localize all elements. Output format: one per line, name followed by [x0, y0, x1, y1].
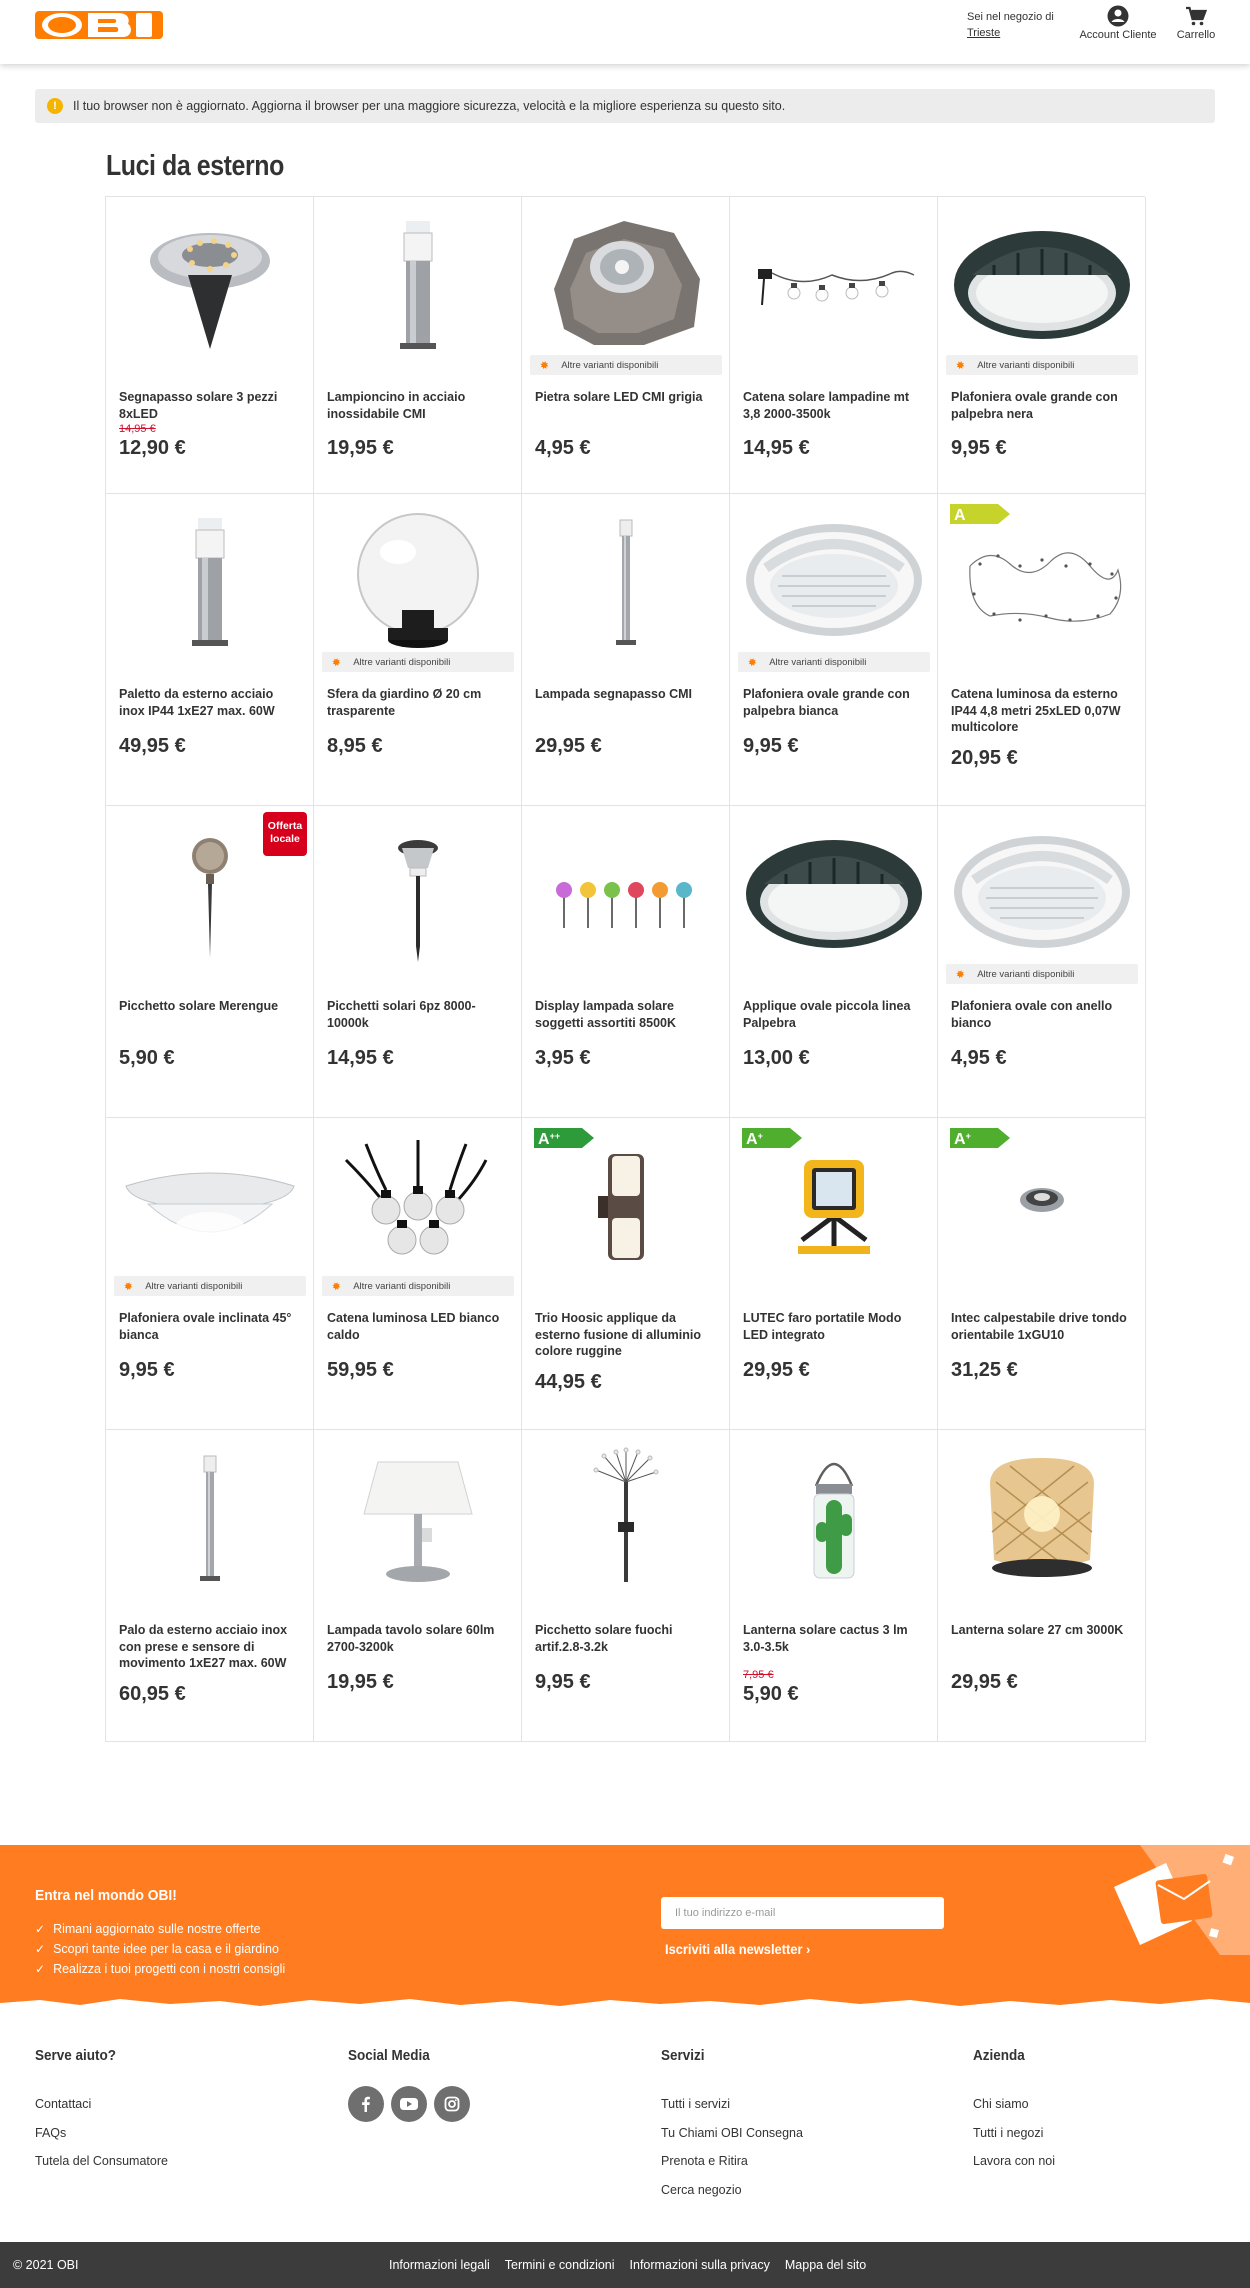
svg-text:A: A: [954, 507, 966, 524]
social-links: [348, 2086, 470, 2122]
product-name[interactable]: Pietra solare LED CMI grigia: [535, 390, 703, 404]
footer-help: [35, 2047, 168, 2176]
footer-link-lavora[interactable]: Lavora con noi: [973, 2154, 1056, 2168]
footer-social-title: Social Media: [348, 2047, 430, 2064]
rattan-lantern-icon: [950, 1442, 1134, 1592]
product-price: 14,95 €: [327, 1047, 394, 1069]
product-tile[interactable]: [106, 806, 314, 1118]
product-name[interactable]: Catena luminosa da esterno IP44 4,8 metri 25xLED 0,07W multicolore: [951, 687, 1121, 734]
product-tile[interactable]: [938, 197, 1146, 494]
old-price: 7,95 €: [743, 1669, 774, 1681]
variants-label: Altre varianti disponibili: [769, 656, 867, 668]
product-price: 9,95 €: [951, 437, 1007, 459]
cart-button[interactable]: [1174, 5, 1218, 41]
product-grid: [105, 196, 1145, 1742]
product-price: 44,95 €: [535, 1371, 602, 1393]
product-price: 14,95 €: [743, 437, 810, 459]
tag-icon: ✸: [537, 357, 552, 373]
product-name[interactable]: Lampioncino in acciaio inossidabile CMI: [327, 390, 466, 421]
footer-link-chi-siamo[interactable]: Chi siamo: [973, 2097, 1029, 2111]
product-image[interactable]: [118, 1130, 302, 1280]
warning-icon: !: [47, 98, 63, 114]
product-tile[interactable]: [938, 1430, 1146, 1742]
product-image[interactable]: [950, 1442, 1134, 1592]
youtube-icon[interactable]: [391, 2086, 427, 2122]
product-price: 3,95 €: [535, 1047, 591, 1069]
product-tile[interactable]: [730, 1430, 938, 1742]
product-name[interactable]: Catena luminosa LED bianco caldo: [327, 1311, 500, 1342]
product-price: 29,95 €: [743, 1359, 810, 1381]
energy-label-icon: [950, 1128, 1012, 1148]
product-tile[interactable]: [522, 1430, 730, 1742]
footer-link-faqs[interactable]: FAQs: [35, 2125, 67, 2140]
legal-bar: [0, 2242, 1250, 2288]
product-tile[interactable]: [522, 1118, 730, 1430]
product-image[interactable]: [326, 1442, 510, 1592]
product-image[interactable]: [742, 506, 926, 656]
product-tile[interactable]: [314, 494, 522, 806]
product-image[interactable]: [742, 1442, 926, 1592]
product-name[interactable]: Sfera da giardino Ø 20 cm trasparente: [327, 687, 482, 718]
footer-company-title: Azienda: [973, 2047, 1025, 2064]
product-name[interactable]: Plafoniera ovale grande con palpebra nera: [951, 390, 1118, 421]
torn-edge-divider: [0, 1995, 1250, 2015]
product-name[interactable]: Plafoniera ovale con anello bianco: [951, 999, 1113, 1030]
variants-label: Altre varianti disponibili: [353, 656, 451, 668]
tag-icon: ✸: [953, 966, 968, 982]
variants-badge: [738, 652, 930, 672]
variants-label: Altre varianti disponibili: [353, 1280, 451, 1292]
energy-label-icon: [742, 1128, 804, 1148]
footer-company: [973, 2047, 1055, 2176]
footer-link-tutela[interactable]: Tutela del Consumatore: [35, 2154, 168, 2168]
product-price: 29,95 €: [951, 1671, 1018, 1693]
variants-label: Altre varianti disponibili: [561, 359, 659, 371]
facebook-icon[interactable]: [348, 2086, 384, 2122]
product-price: 4,95 €: [951, 1047, 1007, 1069]
offer-label: locale: [270, 833, 300, 845]
notice-text: Il tuo browser non è aggiornato. Aggiorna il browser per una maggiore sicurezza, velocità e la migliore esperienza su questo sito.: [73, 99, 786, 113]
product-name[interactable]: Plafoniera ovale inclinata 45° bianca: [119, 1311, 292, 1342]
variants-label: Altre varianti disponibili: [977, 968, 1075, 980]
product-name[interactable]: Applique ovale piccola linea Palpebra: [743, 999, 911, 1030]
product-tile[interactable]: [314, 197, 522, 494]
benefit-item: ✓ Rimani aggiornato sulle nostre offerte: [35, 1919, 285, 1939]
fairy-lights-icon: [950, 506, 1134, 656]
product-tile[interactable]: [730, 197, 938, 494]
product-name[interactable]: Lanterna solare 27 cm 3000K: [951, 1623, 1124, 1637]
footer-social: [348, 2047, 470, 2122]
product-tile[interactable]: [522, 806, 730, 1118]
product-price: 13,00 €: [743, 1047, 810, 1069]
work-floodlight-icon: [742, 1130, 926, 1280]
garden-globe-icon: [326, 506, 510, 656]
cactus-lantern-icon: [742, 1442, 926, 1592]
variants-badge: [530, 355, 722, 375]
energy-label-icon: [950, 504, 1012, 524]
tag-icon: ✸: [329, 1278, 344, 1294]
product-price: 19,95 €: [327, 1671, 394, 1693]
product-name[interactable]: Intec calpestabile drive tondo orientabile 1xGU10: [951, 1311, 1127, 1342]
old-price: 14,95 €: [119, 423, 156, 435]
store-city-link[interactable]: Trieste: [967, 27, 1001, 39]
svg-text:A+: A+: [954, 1131, 971, 1148]
product-image[interactable]: [326, 506, 510, 656]
footer-link-cerca-negozio[interactable]: Cerca negozio: [661, 2182, 742, 2197]
variants-badge: [322, 652, 514, 672]
product-image[interactable]: [534, 1130, 718, 1280]
product-image[interactable]: [950, 818, 1134, 968]
legal-links: [389, 2258, 866, 2272]
tag-icon: ✸: [953, 357, 968, 373]
footer-services-title: Servizi: [661, 2047, 705, 2064]
variants-badge: [114, 1276, 306, 1296]
bollard-light-icon: [118, 506, 302, 656]
product-price: 20,95 €: [951, 747, 1018, 769]
footer-help-title: Serve aiuto?: [35, 2047, 117, 2064]
product-name[interactable]: Picchetto solare Merengue: [119, 999, 279, 1013]
solar-stake-icon: [326, 818, 510, 968]
product-image[interactable]: [118, 1442, 302, 1592]
product-image[interactable]: [742, 209, 926, 359]
newsletter-title: Entra nel mondo OBI!: [35, 1887, 177, 1904]
page-title: Luci da esterno: [106, 150, 284, 182]
product-tile[interactable]: [106, 197, 314, 494]
newsletter-section: [0, 1845, 1250, 2015]
product-image[interactable]: [118, 506, 302, 656]
local-offer-badge: [263, 812, 307, 856]
product-image[interactable]: [534, 209, 718, 359]
product-name[interactable]: Catena solare lampadine mt 3,8 2000-3500k: [743, 390, 910, 421]
bollard-light-icon: [326, 209, 510, 359]
site-header: [0, 0, 1250, 64]
recessed-spot-icon: [950, 1130, 1134, 1280]
store-selector[interactable]: [967, 9, 1054, 41]
tag-icon: ✸: [121, 1278, 136, 1294]
energy-label-icon: [534, 1128, 596, 1148]
product-price: 49,95 €: [119, 735, 186, 757]
oval-bulkhead-white-icon: [950, 818, 1134, 968]
instagram-icon[interactable]: [434, 2086, 470, 2122]
product-image[interactable]: [326, 818, 510, 968]
product-name[interactable]: Lanterna solare cactus 3 lm 3.0-3.5k: [743, 1623, 908, 1654]
ceiling-dome-icon: [118, 1130, 302, 1280]
product-name[interactable]: Lampada tavolo solare 60lm 2700-3200k: [327, 1623, 495, 1654]
newsletter-benefits: [35, 1919, 285, 1979]
product-price: 5,90 €: [743, 1683, 799, 1705]
solar-stone-icon: [534, 209, 718, 359]
product-tile[interactable]: [938, 1118, 1146, 1430]
string-lights-icon: [742, 209, 926, 359]
product-tile[interactable]: [938, 806, 1146, 1118]
product-image[interactable]: [950, 506, 1134, 656]
offer-label: Offerta: [267, 820, 303, 832]
variants-badge: [322, 1276, 514, 1296]
product-image[interactable]: [534, 1442, 718, 1592]
oval-bulkhead-white-icon: [742, 506, 926, 656]
footer-link-contattaci[interactable]: Contattaci: [35, 2097, 92, 2111]
decorative-stakes-icon: [534, 818, 718, 968]
product-image[interactable]: [950, 209, 1134, 359]
product-tile[interactable]: [314, 806, 522, 1118]
product-tile[interactable]: [522, 197, 730, 494]
chevron-right-icon: ›: [806, 1941, 811, 1957]
variants-label: Altre varianti disponibili: [977, 359, 1075, 371]
variants-badge: [946, 355, 1138, 375]
product-tile[interactable]: [730, 494, 938, 806]
legal-link-informazioni[interactable]: Informazioni legali: [389, 2258, 490, 2272]
product-tile[interactable]: [106, 1118, 314, 1430]
product-tile[interactable]: [314, 1118, 522, 1430]
variants-label: Altre varianti disponibili: [145, 1280, 243, 1292]
product-image[interactable]: [118, 209, 302, 359]
product-image[interactable]: [742, 1130, 926, 1280]
ground-spike-light-icon: [118, 209, 302, 359]
footer-link-consegna[interactable]: Tu Chiami OBI Consegna: [661, 2125, 803, 2140]
footer-link-tutti-servizi[interactable]: Tutti i servizi: [661, 2097, 730, 2111]
product-name[interactable]: Segnapasso solare 3 pezzi 8xLED: [119, 390, 278, 421]
tag-icon: ✸: [329, 654, 344, 670]
product-name[interactable]: Picchetti solari 6pz 8000-10000k: [327, 999, 476, 1030]
product-price: 5,90 €: [119, 1047, 175, 1069]
legal-link-sitemap[interactable]: Mappa del sito: [784, 2258, 867, 2272]
tag-icon: ✸: [745, 654, 760, 670]
account-label: Account Cliente: [1079, 29, 1157, 41]
product-name[interactable]: Picchetto solare fuochi artif.2.8-3.2k: [535, 1623, 673, 1654]
table-lamp-icon: [326, 1442, 510, 1592]
footer-services: [661, 2047, 803, 2204]
benefit-item: ✓ Realizza i tuoi progetti con i nostri consigli: [35, 1959, 285, 1979]
newsletter-email-input[interactable]: [661, 1897, 944, 1929]
product-tile[interactable]: [314, 1430, 522, 1742]
store-label: Sei nel negozio di: [967, 11, 1054, 23]
product-price: 59,95 €: [327, 1359, 394, 1381]
svg-text:A++: A++: [538, 1131, 561, 1148]
firework-stake-icon: [534, 1442, 718, 1592]
user-icon: [1107, 5, 1129, 27]
benefit-item: ✓ Scopri tante idee per la casa e il giardino: [35, 1939, 285, 1959]
product-tile[interactable]: [106, 494, 314, 806]
product-tile[interactable]: [522, 494, 730, 806]
product-price: 9,95 €: [535, 1671, 591, 1693]
product-tile[interactable]: [730, 806, 938, 1118]
product-name[interactable]: Display lampada solare soggetti assortiti 8500K: [535, 999, 677, 1030]
product-name[interactable]: Plafoniera ovale grande con palpebra bianca: [743, 687, 910, 718]
slim-bollard-icon: [118, 1442, 302, 1592]
product-name[interactable]: Paletto da esterno acciaio inox IP44 1xE27 max. 60W: [119, 687, 275, 718]
slim-bollard-icon: [534, 506, 718, 656]
product-tile[interactable]: [106, 1430, 314, 1742]
product-price: 29,95 €: [535, 735, 602, 757]
product-tile[interactable]: [730, 1118, 938, 1430]
product-name[interactable]: Trio Hoosic applique da esterno fusione di alluminio colore ruggine: [535, 1311, 701, 1358]
cart-label: Carrello: [1176, 29, 1216, 41]
product-tile[interactable]: [938, 494, 1146, 806]
wall-cylinder-icon: [534, 1130, 718, 1280]
product-image[interactable]: [950, 1130, 1134, 1280]
obi-logo[interactable]: [34, 9, 164, 41]
variants-badge: [946, 964, 1138, 984]
product-price: 19,95 €: [327, 437, 394, 459]
product-image[interactable]: [742, 818, 926, 968]
product-image[interactable]: [326, 209, 510, 359]
festoon-lights-icon: [326, 1130, 510, 1280]
product-image[interactable]: [534, 506, 718, 656]
product-name[interactable]: Lampada segnapasso CMI: [535, 687, 692, 701]
footer-link-prenota[interactable]: Prenota e Ritira: [661, 2154, 748, 2168]
svg-text:A+: A+: [746, 1131, 763, 1148]
product-price: 4,95 €: [535, 437, 591, 459]
account-button[interactable]: [1078, 5, 1158, 41]
outdated-browser-notice: [35, 89, 1215, 123]
product-name[interactable]: Palo da esterno acciaio inox con prese e sensore di movimento 1xE27 max. 60W: [119, 1623, 288, 1670]
legal-link-termini[interactable]: Termini e condizioni: [504, 2258, 615, 2272]
oval-bulkhead-black-icon: [742, 818, 926, 968]
product-image[interactable]: [326, 1130, 510, 1280]
product-image[interactable]: [534, 818, 718, 968]
product-price: 8,95 €: [327, 735, 383, 757]
newsletter-subscribe-link[interactable]: [665, 1941, 810, 1957]
copyright: © 2021 OBI: [13, 2258, 79, 2272]
oval-bulkhead-black-icon: [950, 209, 1134, 359]
product-price: 12,90 €: [119, 437, 186, 459]
subscribe-label: Iscriviti alla newsletter: [665, 1941, 803, 1957]
product-price: 9,95 €: [743, 735, 799, 757]
product-price: 31,25 €: [951, 1359, 1018, 1381]
legal-link-privacy[interactable]: Informazioni sulla privacy: [629, 2258, 770, 2272]
product-price: 60,95 €: [119, 1683, 186, 1705]
product-price: 9,95 €: [119, 1359, 175, 1381]
cart-icon: [1185, 5, 1207, 27]
envelope-decoration-icon: [1100, 1845, 1250, 1955]
footer-link-tutti-negozi[interactable]: Tutti i negozi: [973, 2125, 1044, 2140]
product-name[interactable]: LUTEC faro portatile Modo LED integrato: [743, 1311, 902, 1342]
